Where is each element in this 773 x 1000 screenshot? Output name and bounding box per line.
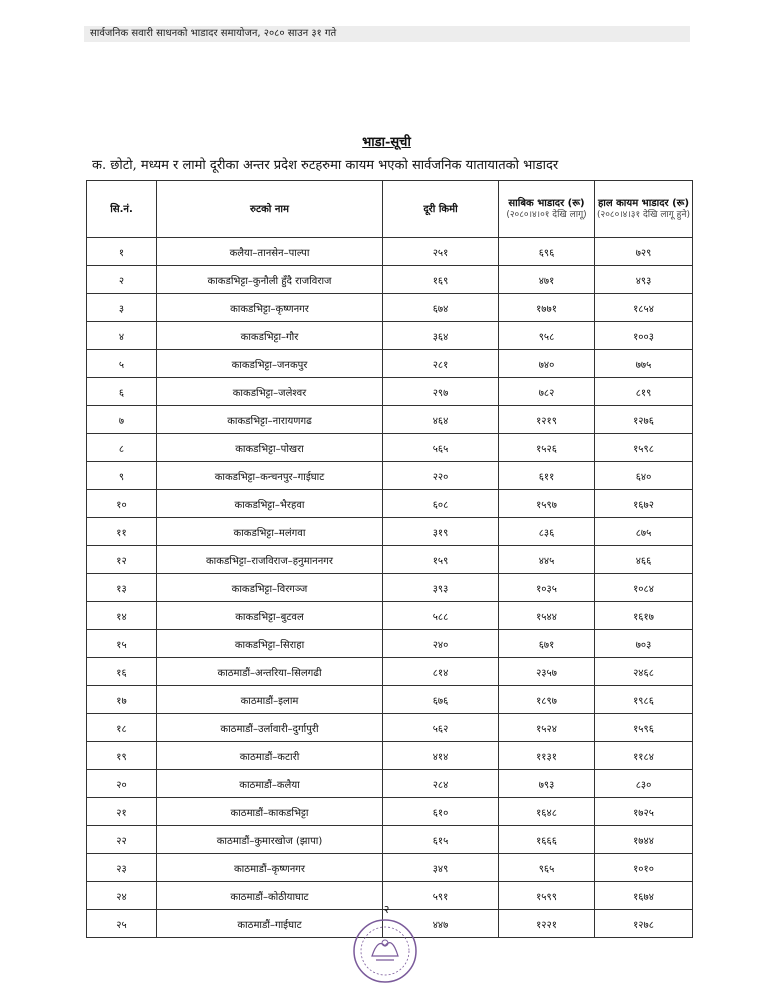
header-distance: दूरी किमी	[383, 181, 499, 238]
cell-old-rate: १७७१	[499, 294, 595, 322]
cell-new-rate: ७०३	[595, 630, 693, 658]
cell-old-rate: ९५८	[499, 322, 595, 350]
cell-new-rate: ८१९	[595, 378, 693, 406]
cell-route: काठमाडौं–उर्लावारी–दुर्गापुरी	[157, 714, 383, 742]
cell-old-rate: ६११	[499, 462, 595, 490]
cell-sn: १०	[87, 490, 157, 518]
cell-distance: ३६४	[383, 322, 499, 350]
table-row	[87, 490, 693, 518]
cell-distance: २८१	[383, 350, 499, 378]
cell-new-rate: १६७४	[595, 882, 693, 910]
cell-sn: ११	[87, 518, 157, 546]
table-row	[87, 294, 693, 322]
cell-old-rate: ४४५	[499, 546, 595, 574]
cell-new-rate: १६१७	[595, 602, 693, 630]
table-row	[87, 266, 693, 294]
cell-sn: २५	[87, 910, 157, 938]
cell-route: काकडभिट्टा–राजविराज–हनुमाननगर	[157, 546, 383, 574]
table-row	[87, 574, 693, 602]
cell-old-rate: १६४८	[499, 798, 595, 826]
cell-new-rate: १०८४	[595, 574, 693, 602]
cell-old-rate: १६६६	[499, 826, 595, 854]
cell-distance: २५१	[383, 238, 499, 266]
cell-route: काकडभिट्टा–नारायणगढ	[157, 406, 383, 434]
cell-distance: १६९	[383, 266, 499, 294]
cell-distance: ३९३	[383, 574, 499, 602]
cell-distance: २४०	[383, 630, 499, 658]
fare-table	[86, 180, 693, 938]
table-row	[87, 462, 693, 490]
cell-new-rate: ८३०	[595, 770, 693, 798]
cell-distance: १५९	[383, 546, 499, 574]
cell-old-rate: ९६५	[499, 854, 595, 882]
cell-sn: १३	[87, 574, 157, 602]
cell-route: काकडभिट्टा–जलेश्वर	[157, 378, 383, 406]
cell-old-rate: १०३५	[499, 574, 595, 602]
cell-new-rate: ६४०	[595, 462, 693, 490]
cell-new-rate: २४६८	[595, 658, 693, 686]
table-row	[87, 798, 693, 826]
header-new-rate	[595, 181, 693, 238]
fare-table-body	[87, 238, 693, 938]
cell-sn: २४	[87, 882, 157, 910]
cell-route: काठमाडौं–इलाम	[157, 686, 383, 714]
cell-distance: ६७६	[383, 686, 499, 714]
cell-sn: ४	[87, 322, 157, 350]
cell-distance: ३४९	[383, 854, 499, 882]
cell-new-rate: १००३	[595, 322, 693, 350]
cell-distance: ५६२	[383, 714, 499, 742]
cell-route: काकडभिट्टा–जनकपुर	[157, 350, 383, 378]
cell-route: काकडभिट्टा–गौर	[157, 322, 383, 350]
cell-old-rate: ८३६	[499, 518, 595, 546]
cell-route: काठमाडौं–अन्तरिया–सिलगढी	[157, 658, 383, 686]
cell-route: काकडभिट्टा–विरगञ्ज	[157, 574, 383, 602]
cell-new-rate: ४९३	[595, 266, 693, 294]
cell-route: काठमाडौं–कटारी	[157, 742, 383, 770]
cell-old-rate: ६७१	[499, 630, 595, 658]
header-route-name: रुटको नाम	[157, 181, 383, 238]
cell-sn: ३	[87, 294, 157, 322]
cell-old-rate: १५२६	[499, 434, 595, 462]
cell-sn: २१	[87, 798, 157, 826]
cell-new-rate: १५९६	[595, 714, 693, 742]
cell-sn: १७	[87, 686, 157, 714]
cell-distance: ४१४	[383, 742, 499, 770]
cell-old-rate: १५९७	[499, 490, 595, 518]
cell-route: काकडभिट्टा–पोखरा	[157, 434, 383, 462]
cell-distance: २९७	[383, 378, 499, 406]
cell-sn: ९	[87, 462, 157, 490]
cell-new-rate: १६७२	[595, 490, 693, 518]
table-row	[87, 350, 693, 378]
cell-new-rate: १७२५	[595, 798, 693, 826]
cell-distance: ६०८	[383, 490, 499, 518]
cell-sn: २०	[87, 770, 157, 798]
table-row	[87, 406, 693, 434]
cell-route: काठमाडौं–गाईघाट	[157, 910, 383, 938]
cell-route: काकडभिट्टा–मलंगवा	[157, 518, 383, 546]
header-serial-number: सि.नं.	[87, 181, 157, 238]
cell-sn: १	[87, 238, 157, 266]
table-header-row	[87, 181, 693, 238]
cell-distance: २८४	[383, 770, 499, 798]
cell-sn: १५	[87, 630, 157, 658]
cell-old-rate: १५४४	[499, 602, 595, 630]
cell-new-rate: १८५४	[595, 294, 693, 322]
cell-sn: १४	[87, 602, 157, 630]
cell-old-rate: ६९६	[499, 238, 595, 266]
table-row	[87, 714, 693, 742]
cell-distance: २२०	[383, 462, 499, 490]
cell-old-rate: १५२४	[499, 714, 595, 742]
cell-old-rate: १८९७	[499, 686, 595, 714]
table-row	[87, 238, 693, 266]
cell-sn: १२	[87, 546, 157, 574]
cell-new-rate: ७७५	[595, 350, 693, 378]
cell-distance: ८१४	[383, 658, 499, 686]
cell-sn: ५	[87, 350, 157, 378]
table-row	[87, 658, 693, 686]
table-row	[87, 378, 693, 406]
header-new-rate-label: हाल कायम भाडादर (रू)	[597, 198, 690, 209]
cell-new-rate: ११८४	[595, 742, 693, 770]
cell-new-rate: १२७६	[595, 406, 693, 434]
cell-route: काकडभिट्टा–बुटवल	[157, 602, 383, 630]
cell-new-rate: ४६६	[595, 546, 693, 574]
cell-old-rate: ११३१	[499, 742, 595, 770]
cell-route: काकडभिट्टा–कुनौली हुँदै राजविराज	[157, 266, 383, 294]
cell-distance: ४४७	[383, 910, 499, 938]
cell-distance: ६१०	[383, 798, 499, 826]
cell-distance: ३१९	[383, 518, 499, 546]
table-row	[87, 602, 693, 630]
header-old-rate	[499, 181, 595, 238]
cell-distance: ५९१	[383, 882, 499, 910]
cell-distance: ६१५	[383, 826, 499, 854]
cell-old-rate: ७९३	[499, 770, 595, 798]
cell-old-rate: १२१९	[499, 406, 595, 434]
cell-old-rate: २३५७	[499, 658, 595, 686]
cell-distance: ५८८	[383, 602, 499, 630]
cell-sn: १८	[87, 714, 157, 742]
cell-route: काकडभिट्टा–कन्चनपुर–गाईघाट	[157, 462, 383, 490]
cell-route: काकडभिट्टा–कृष्णनगर	[157, 294, 383, 322]
cell-sn: १९	[87, 742, 157, 770]
table-row	[87, 546, 693, 574]
table-row	[87, 854, 693, 882]
cell-distance: ६७४	[383, 294, 499, 322]
cell-sn: १६	[87, 658, 157, 686]
cell-new-rate: ७२९	[595, 238, 693, 266]
cell-route: कलैया–तानसेन–पाल्पा	[157, 238, 383, 266]
cell-route: काठमाडौं–काकडभिट्टा	[157, 798, 383, 826]
table-row	[87, 686, 693, 714]
cell-new-rate: १२७८	[595, 910, 693, 938]
cell-sn: २२	[87, 826, 157, 854]
cell-new-rate: १७४४	[595, 826, 693, 854]
cell-new-rate: ८७५	[595, 518, 693, 546]
cell-route: काकडभिट्टा–भैरहवा	[157, 490, 383, 518]
cell-old-rate: १२२१	[499, 910, 595, 938]
header-old-rate-note: (२०८०।४।०१ देखि लागू)	[506, 210, 587, 220]
cell-old-rate: ७४०	[499, 350, 595, 378]
table-row	[87, 630, 693, 658]
page-number: २	[383, 903, 390, 916]
document-title: भाडा-सूची	[362, 135, 411, 150]
cell-sn: २३	[87, 854, 157, 882]
cell-route: काठमाडौं–कलैया	[157, 770, 383, 798]
table-row	[87, 518, 693, 546]
cell-old-rate: १५९९	[499, 882, 595, 910]
cell-old-rate: ४७१	[499, 266, 595, 294]
cell-new-rate: १५९८	[595, 434, 693, 462]
cell-sn: २	[87, 266, 157, 294]
cell-route: काठमाडौं–कृष्णनगर	[157, 854, 383, 882]
cell-route: काठमाडौं–कुमारखोज (झापा)	[157, 826, 383, 854]
cell-new-rate: १९८६	[595, 686, 693, 714]
cell-distance: ४६४	[383, 406, 499, 434]
cell-distance: ५६५	[383, 434, 499, 462]
table-row	[87, 770, 693, 798]
header-new-rate-note: (२०८०।४।३१ देखि लागू हुने)	[597, 210, 690, 220]
cell-sn: ८	[87, 434, 157, 462]
table-row	[87, 742, 693, 770]
header-old-rate-label: साबिक भाडादर (रू)	[508, 198, 585, 209]
cell-sn: ७	[87, 406, 157, 434]
document-subtitle: क. छोटो, मध्यम र लामो दूरीका अन्तर प्रदेश रुटहरुमा कायम भएको सार्वजनिक यातायातको भाडादर	[92, 158, 559, 173]
government-seal-icon	[350, 916, 420, 986]
cell-route: काठमाडौं–कोठीयाघाट	[157, 882, 383, 910]
running-header: सार्वजनिक सवारी साधनको भाडादर समायोजन, २०८० साउन ३१ गते	[84, 26, 690, 42]
table-row	[87, 826, 693, 854]
cell-route: काकडभिट्टा–सिराहा	[157, 630, 383, 658]
cell-old-rate: ७८२	[499, 378, 595, 406]
cell-sn: ६	[87, 378, 157, 406]
table-row	[87, 434, 693, 462]
cell-new-rate: १०१०	[595, 854, 693, 882]
table-row	[87, 322, 693, 350]
